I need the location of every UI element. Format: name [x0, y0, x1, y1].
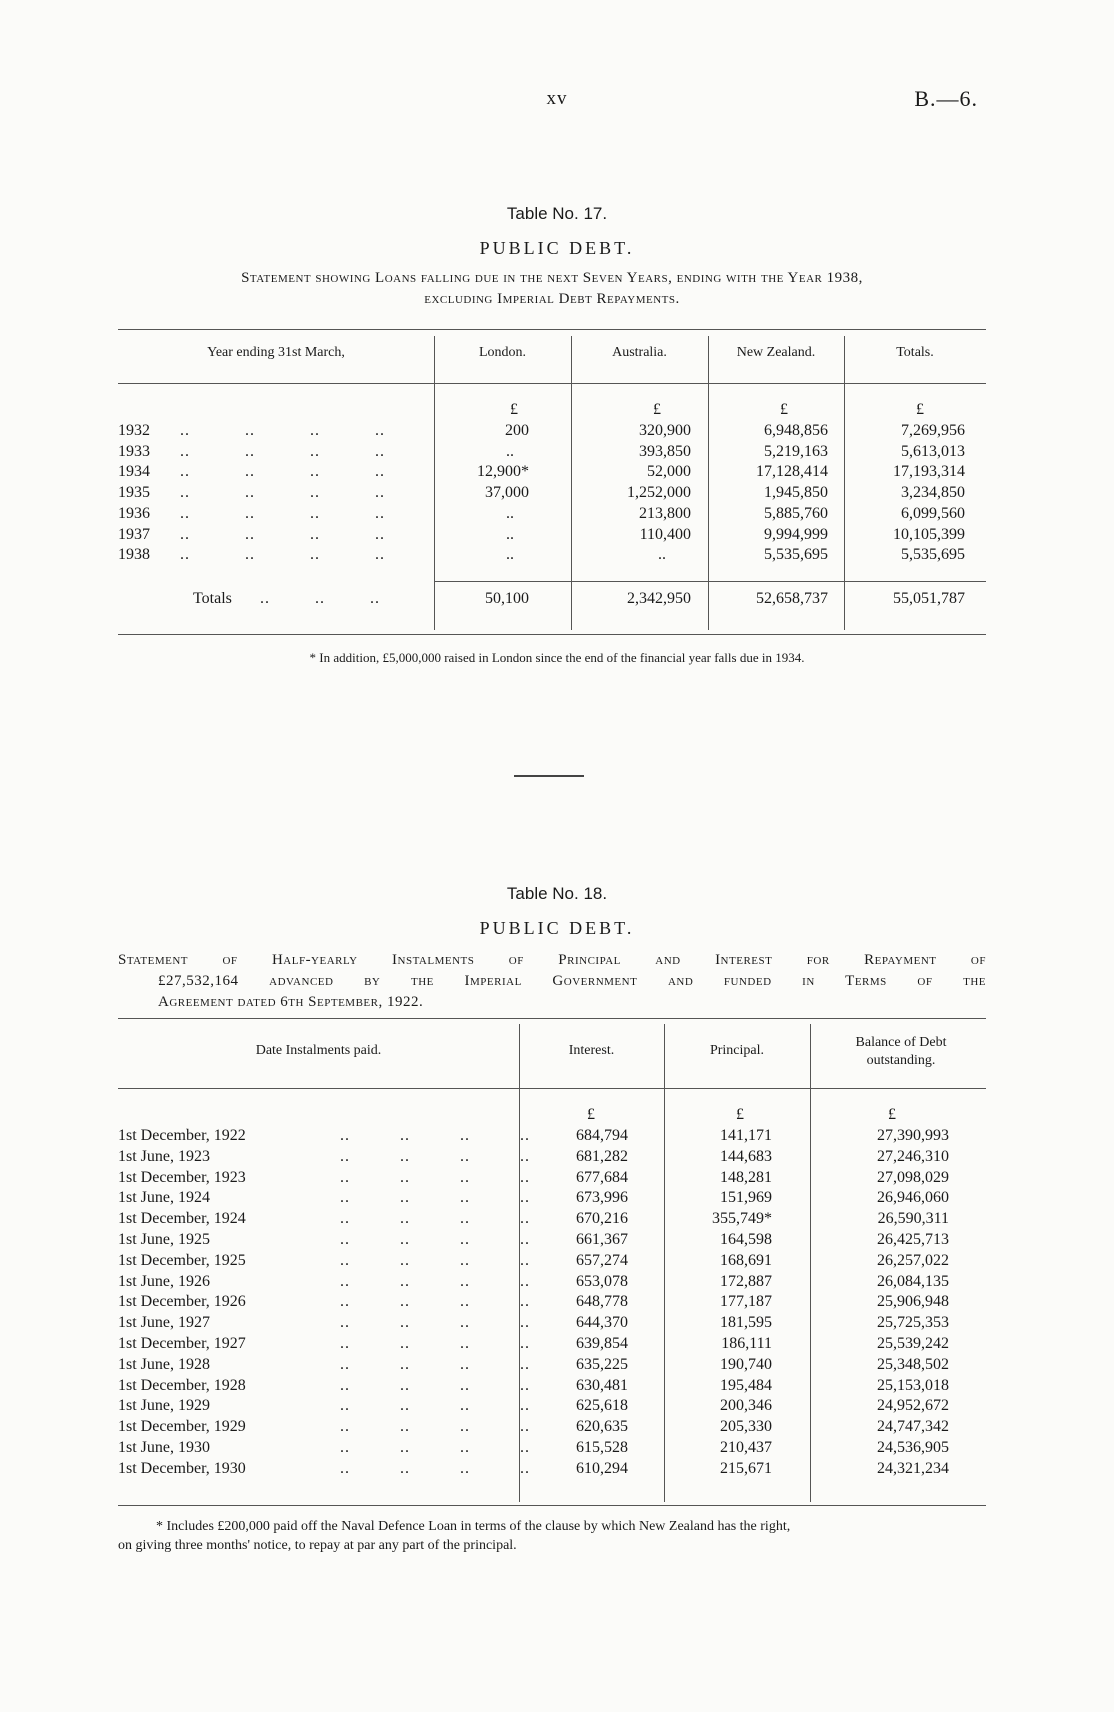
table17-section-title: PUBLIC DEBT. [479, 238, 635, 258]
table18-cell-balance: 26,590,311 [877, 1210, 949, 1228]
table17-totals-label: Totals [193, 590, 232, 607]
table18-cell-principal: 148,281 [720, 1168, 772, 1186]
table18-cell-interest: 615,528 [576, 1439, 628, 1456]
table17-cell-total: 3,234,850 [901, 484, 965, 502]
table17-cell-australia: .. [658, 546, 666, 564]
table18-cell-principal: 215,671 [720, 1459, 772, 1477]
table18-date: 1st December, 1925 [118, 1251, 246, 1269]
table18-cell-interest: 657,274 [576, 1251, 628, 1269]
table18-row-leader: .. .. .. .. [340, 1189, 530, 1207]
table18-date: 1st June, 1924 [118, 1189, 210, 1207]
table18-row-leader: .. .. .. .. [340, 1355, 530, 1373]
table17-cell-total: 6,099,560 [901, 504, 965, 522]
table17-cell-london: 200 [505, 422, 529, 439]
table18-cell-balance: 26,257,022 [877, 1251, 949, 1269]
table17-year: 1938 [118, 546, 150, 564]
table17-header-rule [118, 383, 986, 384]
table17-year: 1932 [118, 422, 150, 439]
table18-cell-balance: 26,425,713 [877, 1231, 949, 1248]
table18-cell-balance: 25,539,242 [877, 1335, 949, 1352]
table17-year: 1936 [118, 504, 150, 522]
table17-currency-nz: £ [780, 401, 788, 418]
table17-row-leader: .. .. .. .. [180, 463, 385, 481]
table18-section-title: PUBLIC DEBT. [479, 918, 635, 938]
table18-row-leader: .. .. .. .. [340, 1418, 530, 1436]
table18-date: 1st June, 1926 [118, 1272, 210, 1290]
table17-top-rule [118, 329, 986, 330]
table18-statement-line2: £27,532,164 advanced by the Imperial Government and funded in Terms of the [158, 973, 986, 989]
page-reference: B.—6. [914, 86, 978, 111]
table17-row-leader: .. .. .. .. [180, 422, 385, 439]
table18-row-leader: .. .. .. .. [340, 1231, 530, 1248]
table18-row-leader: .. .. .. .. [340, 1210, 530, 1228]
table18-row-leader: .. .. .. .. [340, 1127, 530, 1144]
table17-cell-london: .. [506, 442, 514, 460]
table18-date: 1st December, 1923 [118, 1168, 246, 1186]
table18-cell-principal: 205,330 [720, 1418, 772, 1436]
table17-statement [118, 268, 986, 310]
table18-cell-interest: 661,367 [576, 1231, 628, 1248]
table18-cell-principal: 195,484 [720, 1376, 772, 1394]
table17-cell-total: 7,269,956 [901, 422, 965, 439]
table18-date: 1st June, 1923 [118, 1147, 210, 1165]
table17-row-leader: .. .. .. .. [180, 484, 385, 502]
table17-total-nz: 52,658,737 [756, 590, 828, 607]
table17-bottom-rule [118, 634, 986, 635]
table18-date: 1st December, 1930 [118, 1459, 246, 1477]
table18-date: 1st December, 1929 [118, 1418, 246, 1436]
table17-cell-nz: 9,994,999 [764, 525, 828, 543]
table17-cell-nz: 17,128,414 [756, 463, 828, 481]
table18-cell-balance: 24,536,905 [877, 1439, 949, 1456]
table18-cell-balance: 26,084,135 [877, 1272, 949, 1290]
table17-cell-total: 5,535,695 [901, 546, 965, 564]
table17-cell-london: .. [506, 546, 514, 564]
table18-cell-balance: 25,906,948 [877, 1293, 949, 1311]
table17-statement-line1: Statement showing Loans falling due in the next Seven Years, ending with the Year 1938, [241, 270, 863, 286]
table17-header-australia: Australia. [612, 345, 667, 360]
table18-footnote-line1: * Includes £200,000 paid off the Naval Defence Loan in terms of the clause by which New Zealand has the right, [156, 1519, 791, 1534]
table17-row-leader: .. .. .. .. [180, 504, 385, 522]
table17-year: 1934 [118, 463, 150, 481]
table17-footnote: * In addition, £5,000,000 raised in London since the end of the financial year falls due in 1934. [309, 650, 805, 665]
table18-row-leader: .. .. .. .. [340, 1147, 530, 1165]
table18-row-leader: .. .. .. .. [340, 1335, 530, 1352]
table18-row-leader: .. .. .. .. [340, 1251, 530, 1269]
table18-cell-principal: 144,683 [720, 1147, 772, 1165]
table18-cell-interest: 610,294 [576, 1459, 628, 1477]
table18-currency-balance: £ [888, 1106, 896, 1123]
section-separator [514, 775, 584, 777]
table18-statement-line3: Agreement dated 6th September, 1922. [158, 994, 424, 1010]
table18-statement-line1: Statement of Half-yearly Instalments of Principal and Interest for Repayment of [118, 952, 986, 968]
table17-header-new-zealand: New Zealand. [736, 345, 816, 360]
table17-totals-rule [434, 581, 986, 582]
table17-vrule [571, 336, 572, 630]
table18-row-leader: .. .. .. .. [340, 1376, 530, 1394]
table18-row-leader: .. .. .. .. [340, 1168, 530, 1186]
table17-cell-australia: 213,800 [639, 504, 691, 522]
table17-currency-totals: £ [916, 401, 924, 418]
table17-statement-line2: excluding Imperial Debt Repayments. [424, 291, 680, 307]
table18-date: 1st December, 1924 [118, 1210, 246, 1228]
table17-cell-australia: 1,252,000 [627, 484, 691, 502]
table17-cell-nz: 6,948,856 [764, 422, 828, 439]
table18-cell-balance: 24,321,234 [877, 1459, 949, 1477]
table17-cell-australia: 110,400 [639, 525, 691, 543]
table17-year: 1935 [118, 484, 150, 502]
table18-cell-balance: 24,952,672 [877, 1397, 949, 1415]
table17-header-totals: Totals. [896, 345, 934, 360]
table18-row-leader: .. .. .. .. [340, 1293, 530, 1311]
table17-cell-total: 5,613,013 [901, 442, 965, 460]
table18-cell-principal: 181,595 [720, 1314, 772, 1332]
table17-currency-london: £ [510, 401, 518, 418]
table18-cell-principal: 168,691 [720, 1251, 772, 1269]
table18-bottom-rule [118, 1505, 986, 1506]
table17-label: Table No. 17. [506, 204, 608, 223]
table18-label: Table No. 18. [506, 884, 608, 903]
table18-cell-interest: 681,282 [576, 1147, 628, 1165]
table18-header-principal: Principal. [709, 1043, 765, 1058]
table17-total-london: 50,100 [485, 590, 529, 607]
table18-cell-principal: 172,887 [720, 1272, 772, 1290]
table17-total-grand: 55,051,787 [893, 590, 965, 607]
table17-cell-australia: 393,850 [639, 442, 691, 460]
table17-vrule [844, 336, 845, 630]
table17-row-leader: .. .. .. .. [180, 525, 385, 543]
table17-header-year: Year ending 31st March, [207, 345, 345, 360]
table18-cell-interest: 677,684 [576, 1168, 628, 1186]
table18-cell-principal: 151,969 [720, 1189, 772, 1207]
table17-year: 1933 [118, 442, 150, 460]
table18-cell-balance: 25,725,353 [877, 1314, 949, 1332]
table18-cell-interest: 670,216 [576, 1210, 628, 1228]
table18-cell-interest: 684,794 [576, 1127, 628, 1144]
table17-totals-leader: .. .. .. [260, 590, 380, 607]
table18-row-leader: .. .. .. .. [340, 1314, 530, 1332]
table17-cell-london: .. [506, 504, 514, 522]
table18-cell-interest: 653,078 [576, 1272, 628, 1290]
table18-date: 1st June, 1930 [118, 1439, 210, 1456]
table18-cell-principal: 186,111 [721, 1335, 772, 1352]
table18-cell-principal: 355,749* [712, 1210, 772, 1228]
table18-date: 1st December, 1926 [118, 1293, 246, 1311]
table18-cell-interest: 620,635 [576, 1418, 628, 1436]
table18-header-interest: Interest. [568, 1043, 615, 1058]
table17-cell-london: .. [506, 525, 514, 543]
page-number: xv [546, 88, 568, 109]
table18-cell-balance: 26,946,060 [877, 1189, 949, 1207]
table18-header-rule [118, 1088, 986, 1089]
table17-cell-london: 37,000 [485, 484, 529, 502]
table17-total-australia: 2,342,950 [627, 590, 691, 607]
table18-footnote-line2: on giving three months' notice, to repay at par any part of the principal. [118, 1538, 517, 1553]
table18-header-balance: Balance of Debt outstanding. [855, 1035, 947, 1068]
table17-cell-australia: 320,900 [639, 422, 691, 439]
table18-header-date: Date Instalments paid. [255, 1043, 382, 1058]
table17-vrule [708, 336, 709, 630]
table17-row-leader: .. .. .. .. [180, 546, 385, 564]
table18-date: 1st December, 1927 [118, 1335, 246, 1352]
table18-row-leader: .. .. .. .. [340, 1439, 530, 1456]
table17-cell-nz: 5,535,695 [764, 546, 828, 564]
table18-cell-interest: 648,778 [576, 1293, 628, 1311]
table18-cell-interest: 639,854 [576, 1335, 628, 1352]
table17-header-london: London. [478, 345, 527, 360]
table18-top-rule [118, 1018, 986, 1019]
table17-cell-nz: 1,945,850 [764, 484, 828, 502]
table17-cell-total: 10,105,399 [893, 525, 965, 543]
table17-cell-total: 17,193,314 [893, 463, 965, 481]
table18-cell-balance: 27,246,310 [877, 1147, 949, 1165]
table18-cell-interest: 673,996 [576, 1189, 628, 1207]
table18-date: 1st June, 1925 [118, 1231, 210, 1248]
table18-cell-interest: 630,481 [576, 1376, 628, 1394]
table18-cell-principal: 164,598 [720, 1231, 772, 1248]
table18-cell-balance: 27,098,029 [877, 1168, 949, 1186]
table18-cell-principal: 200,346 [720, 1397, 772, 1415]
table18-footnote [118, 1517, 986, 1555]
table18-date: 1st December, 1922 [118, 1127, 246, 1144]
table18-currency-principal: £ [736, 1106, 744, 1123]
table18-row-leader: .. .. .. .. [340, 1459, 530, 1477]
table18-statement [118, 950, 986, 1013]
table18-row-leader: .. .. .. .. [340, 1272, 530, 1290]
table18-cell-balance: 25,348,502 [877, 1355, 949, 1373]
table17-cell-london: 12,900* [477, 463, 529, 481]
table17-cell-nz: 5,885,760 [764, 504, 828, 522]
table18-cell-interest: 635,225 [576, 1355, 628, 1373]
table18-cell-balance: 27,390,993 [877, 1127, 949, 1144]
table18-cell-principal: 210,437 [720, 1439, 772, 1456]
table17-cell-nz: 5,219,163 [764, 442, 828, 460]
table18-currency-interest: £ [587, 1106, 595, 1123]
table18-cell-interest: 625,618 [576, 1397, 628, 1415]
table18-cell-balance: 24,747,342 [877, 1418, 949, 1436]
table17-cell-australia: 52,000 [647, 463, 691, 481]
table18-row-leader: .. .. .. .. [340, 1397, 530, 1415]
table17-vrule [434, 336, 435, 630]
table18-cell-balance: 25,153,018 [877, 1376, 949, 1394]
table17-row-leader: .. .. .. .. [180, 442, 385, 460]
table17-year: 1937 [118, 525, 150, 543]
table18-date: 1st June, 1928 [118, 1355, 210, 1373]
table18-date: 1st June, 1929 [118, 1397, 210, 1415]
table18-cell-principal: 177,187 [720, 1293, 772, 1311]
table18-cell-principal: 190,740 [720, 1355, 772, 1373]
table18-cell-interest: 644,370 [576, 1314, 628, 1332]
table18-date: 1st December, 1928 [118, 1376, 246, 1394]
table18-cell-principal: 141,171 [720, 1127, 772, 1144]
table17-currency-australia: £ [653, 401, 661, 418]
table18-date: 1st June, 1927 [118, 1314, 210, 1332]
